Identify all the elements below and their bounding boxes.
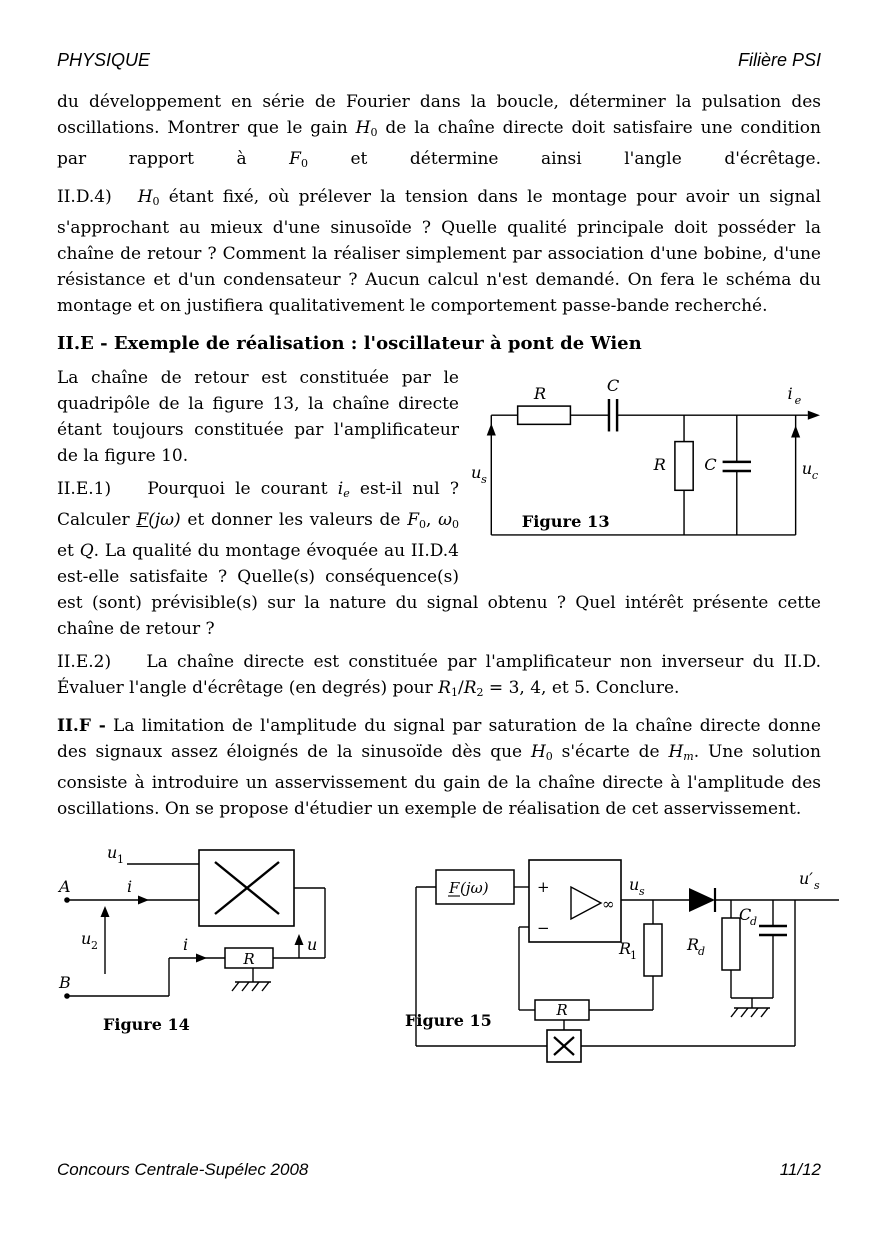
paragraph-intro [57, 89, 821, 177]
text-run: et détermine ainsi l'angle d'écrêtage. [307, 149, 821, 169]
text-run: , [426, 510, 439, 530]
agc-oscillator-diagram [401, 838, 856, 1078]
voltage-arrow [791, 425, 800, 437]
math-sub: 0 [370, 126, 378, 139]
input-voltage-label: u [471, 463, 482, 483]
text-run: étant fixé, où prélever la tension dans le montage pour avoir un signal s'approchant au mieux d'une sinusoïde ? Quelle qualité principale doit posséder la chaîne de retour ? Comment la réaliser simplement par association d'une bobine, d'une résistance et d'un condensateur ? Aucun calcul n'est demandé. On fera le schéma du montage et on justifiera qualitativement le comportement passe-bande recherché. [57, 187, 821, 316]
capacitor-icon [759, 926, 787, 935]
current-label: i [787, 383, 793, 403]
math-var: i [337, 479, 344, 499]
math-sub: m [683, 750, 694, 763]
multiplier-diagram [57, 838, 357, 1043]
section-heading-iie: II.E - Exemple de réalisation : l'oscillateur à pont de Wien [57, 333, 642, 354]
paragraph-iid4 [57, 184, 821, 319]
current-label: i [183, 935, 189, 954]
math-sub: 0 [300, 157, 308, 170]
track-label: Filière PSI [737, 50, 821, 70]
math-var: H [668, 742, 684, 762]
capacitor-icon [609, 399, 617, 431]
input-voltage-sub: s [481, 473, 487, 487]
u2-sub: 2 [91, 939, 98, 952]
exam-title: Concours Centrale-Supélec 2008 [57, 1160, 309, 1179]
resistor-label: R [653, 455, 666, 474]
u1-label: u [107, 843, 118, 862]
terminal-a-label: A [59, 877, 71, 896]
figures-row [57, 838, 821, 1083]
text-run: est-il nul ? Calculer [57, 479, 460, 530]
resistor-box [518, 406, 571, 424]
math-sub: 0 [419, 518, 427, 531]
figure-caption: Figure 13 [521, 511, 610, 531]
us-label: u [629, 875, 640, 894]
text-run: . Une solution consiste à introduire un asservissement du gain de la chaîne directe à l'amplitude des oscillations. On se propose d'étudier un exemple de réalisation de cet asservissement. [57, 742, 821, 819]
subject-title: PHYSIQUE [57, 50, 151, 70]
diode-icon [689, 888, 715, 912]
figure-caption: Figure 14 [103, 1015, 190, 1034]
text-run: . La qualité du montage évoquée au II.D.4 est-elle satisfaite ? Quelle(s) conséquence(s) est (sont) prévisible(s) sur la nature du signal obtenu ? Quel intérêt présente cette chaîne de retour ? [57, 541, 821, 639]
figure-15 [401, 838, 856, 1083]
math-var: Q [79, 541, 94, 561]
current-sub: e [794, 394, 802, 408]
rd-sub: d [698, 945, 706, 958]
text-run: de la chaîne directe doit satisfaire une condition par rapport à [57, 118, 821, 169]
question-label: II.E.1) [57, 479, 112, 499]
math-sub: 0 [452, 518, 460, 531]
cd-sub: d [750, 915, 758, 928]
math-var: R [463, 678, 477, 698]
terminal-b-dot [64, 993, 70, 999]
math-var: R [438, 678, 451, 698]
ground-icon [731, 1008, 770, 1017]
question-label: II.D.4) [57, 187, 112, 207]
resistor-box [675, 442, 693, 491]
minus-input-label: − [537, 919, 550, 937]
math-sub: 2 [476, 686, 484, 699]
cd-label: C [739, 905, 752, 924]
capacitor-label: C [606, 375, 620, 395]
math-args: (jω) [148, 510, 181, 530]
r1-label: R [619, 939, 632, 958]
figure-13 [471, 367, 821, 573]
text-run: du développement en série de Fourier dans la boucle, déterminer la pulsation des oscillations. Montrer que le gain [57, 92, 821, 138]
text-run: = 3, 4, et 5. Conclure. [483, 678, 680, 698]
paragraph-iif [57, 713, 821, 822]
page-content [57, 50, 821, 1083]
paragraph-iie2 [57, 649, 821, 706]
math-var: ω [438, 510, 453, 530]
u1-sub: 1 [117, 853, 124, 866]
terminal-b-label: B [59, 973, 71, 992]
infinity-gain-label: ∞ [602, 895, 615, 913]
page-number: 11/12 [779, 1160, 821, 1179]
text-run: et donner les valeurs de [180, 510, 408, 530]
text-run: La chaîne directe est constituée par l'amplificateur non inverseur du II.D. Évaluer l'angle d'écrêtage (en degrés) pour [57, 652, 821, 698]
rd-label: R [687, 935, 700, 954]
ups-sub: s [814, 879, 820, 892]
figure-14 [57, 838, 357, 1048]
current-arrow [196, 954, 207, 963]
section-iie-body [57, 365, 821, 649]
math-var: F [407, 510, 420, 530]
r1-sub: 1 [630, 949, 637, 962]
math-sub: 0 [545, 750, 553, 763]
ground-icon [232, 982, 271, 991]
math-var: H [355, 118, 371, 138]
page-footer [57, 1160, 821, 1180]
voltage-arrow [101, 906, 110, 917]
math-sub: e [343, 487, 350, 500]
voltage-arrow [487, 423, 496, 435]
page-header [57, 50, 821, 71]
voltage-arrow [295, 934, 304, 945]
us-sub: s [639, 885, 645, 898]
resistor-box [722, 918, 740, 970]
capacitor-icon [723, 462, 751, 471]
u2-label: u [81, 929, 92, 948]
current-arrow [138, 896, 149, 905]
ups-label: u′ [799, 869, 813, 888]
output-voltage-sub: c [811, 469, 819, 483]
math-sub: 0 [152, 195, 160, 208]
math-sub: 1 [450, 686, 458, 699]
math-var: F [136, 510, 149, 530]
filter-args: (jω) [460, 879, 489, 897]
text-run: et [57, 541, 80, 561]
terminal-a-dot [64, 897, 70, 903]
filter-label: F [449, 879, 460, 897]
resistor-label: R [556, 1001, 568, 1019]
resistor-label: R [243, 950, 255, 968]
text-run: La limitation de l'amplitude du signal par saturation de la chaîne directe donne des signaux assez éloignés de la sinusoïde dès que [57, 716, 821, 762]
current-arrow [808, 411, 820, 420]
math-var: F [289, 149, 301, 169]
resistor-label: R [533, 383, 547, 403]
text-run: s'écarte de [552, 742, 669, 762]
text-run: Pourquoi le courant [137, 479, 338, 499]
math-var: H [530, 742, 546, 762]
math-op: / [457, 678, 464, 698]
figure-caption: Figure 15 [405, 1011, 492, 1030]
paragraph-retour: La chaîne de retour est constituée par le quadripôle de la figure 13, la chaîne directe étant toujours constituée par l'amplificateur de la figure 10. [57, 368, 459, 466]
output-voltage-label: u [801, 459, 813, 479]
math-var: H [137, 187, 153, 207]
current-label: i [127, 877, 133, 896]
resistor-box [644, 924, 662, 976]
u-label: u [307, 935, 318, 954]
plus-input-label: + [537, 878, 550, 896]
capacitor-label: C [704, 455, 717, 474]
wien-network-diagram [471, 367, 821, 573]
question-label: II.E.2) [57, 652, 112, 672]
section-label: II.F - [57, 716, 106, 736]
